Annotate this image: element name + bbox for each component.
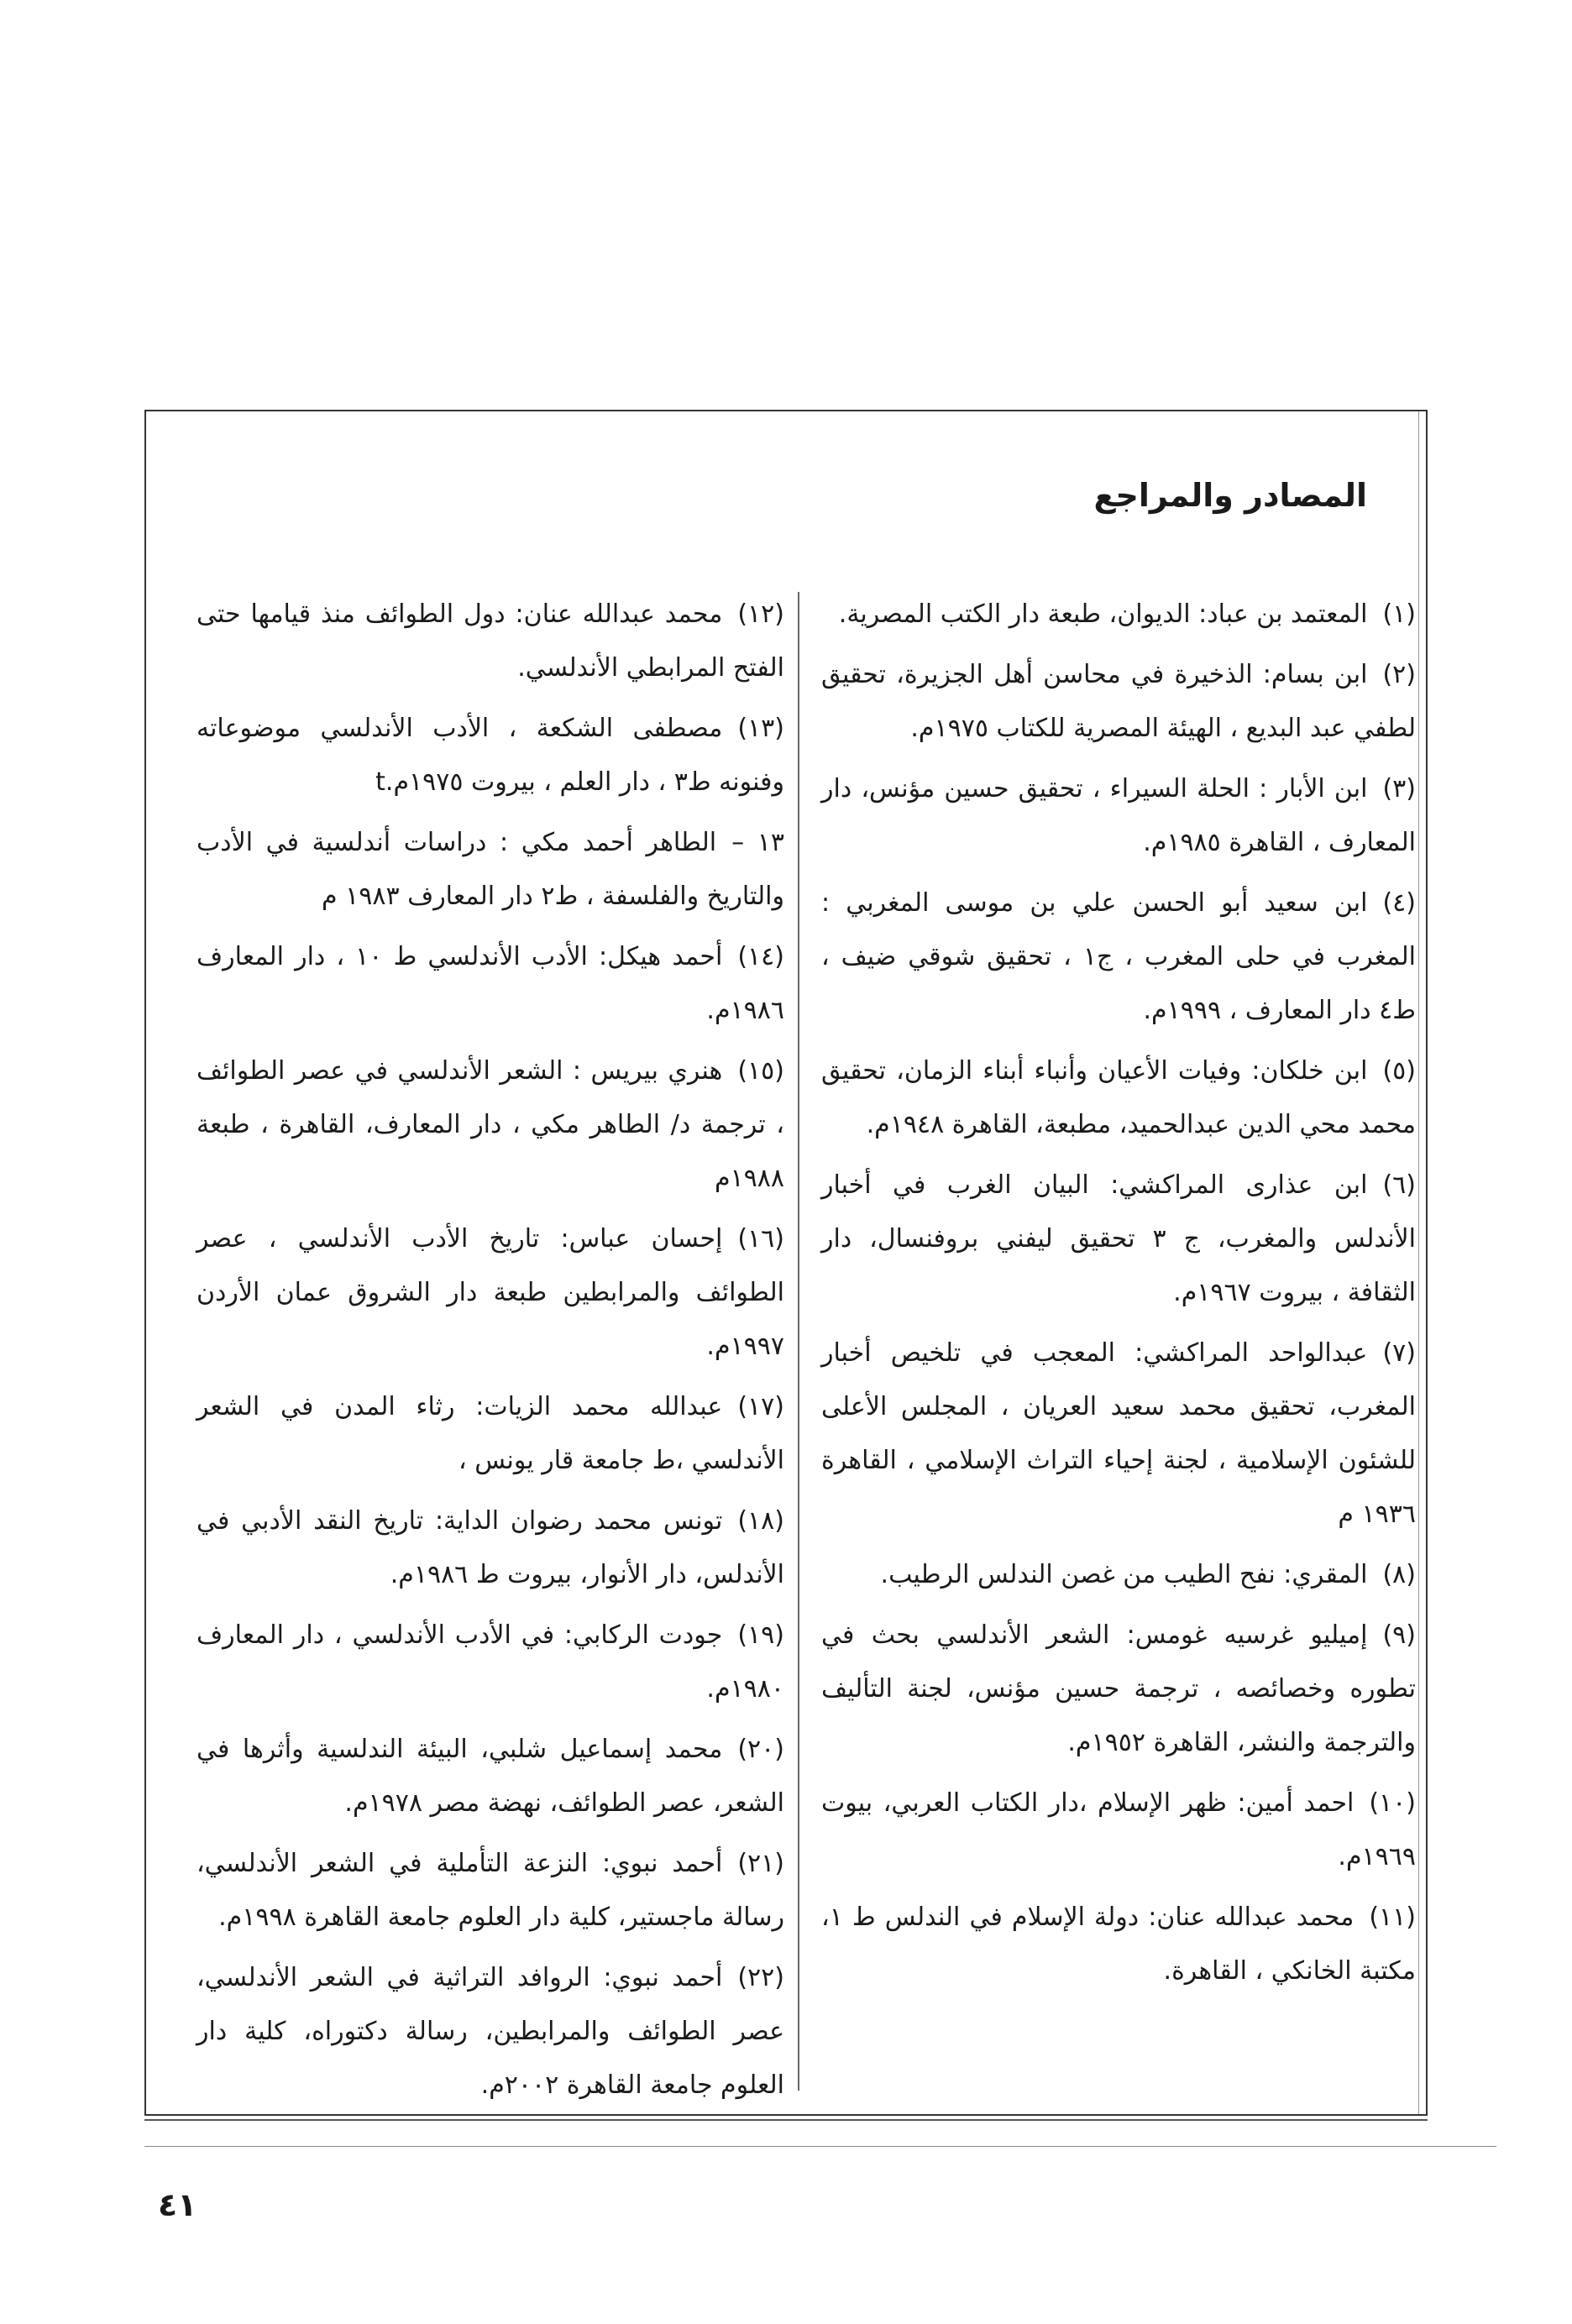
reference-number: (١٥) [737, 1056, 784, 1086]
reference-entry [821, 1327, 1416, 1541]
reference-number: (٧) [1382, 1338, 1416, 1368]
reference-text: ابن خلكان: وفيات الأعيان وأنباء أبناء الزمان، تحقيق محمد محي الدين عبدالحميد، مطبعة، القاهرة ١٩٤٨م. [821, 1056, 1416, 1139]
reference-entry [821, 1548, 1416, 1602]
frame-inner-border [1418, 411, 1426, 2114]
reference-text: عبدالله محمد الزيات: رثاء المدن في الشعر الأندلسي ،ط جامعة قار يونس ، [196, 1392, 784, 1475]
reference-entry [821, 762, 1416, 870]
reference-entry [821, 1777, 1416, 1884]
reference-text: مصطفى الشكعة ، الأدب الأندلسي موضوعاته وفنونه ط٣ ، دار العلم ، بيروت ١٩٧٥م.t [196, 714, 784, 797]
reference-entry [196, 588, 784, 695]
reference-text: أحمد نبوي: الروافد التراثية في الشعر الأندلسي، عصر الطوائف والمرابطين، رسالة دكتوراه، كلية دار العلوم جامعة القاهرة ٢٠٠٢م. [196, 1963, 784, 2100]
reference-text: المعتمد بن عباد: الديوان، طبعة دار الكتب المصرية. [838, 599, 1368, 629]
reference-number: (٦) [1382, 1170, 1416, 1200]
reference-number: (٢١) [737, 1849, 784, 1878]
page-number: ٤١ [158, 2186, 197, 2223]
reference-number: (١٤) [737, 942, 784, 971]
page-title: المصادر والمراجع [1093, 477, 1367, 514]
reference-number: (١٩) [737, 1620, 784, 1650]
reference-number: (١٣) [737, 714, 784, 743]
reference-entry [821, 877, 1416, 1038]
reference-text: الطاهر أحمد مكي : دراسات أندلسية في الأدب والتاريخ والفلسفة ، ط٢ دار المعارف ١٩٨٣ م [196, 828, 784, 911]
reference-text: جودت الركابي: في الأدب الأندلسي ، دار المعارف ١٩٨٠م. [196, 1620, 784, 1704]
reference-entry [821, 1891, 1416, 1998]
reference-text: ابن بسام: الذخيرة في محاسن أهل الجزيرة، تحقيق لطفي عبد البديع ، الهيئة المصرية للكتاب ١٩٧٥م. [821, 660, 1416, 743]
frame-bottom-rule [144, 2119, 1428, 2121]
reference-text: ابن سعيد أبو الحسن علي بن موسى المغربي : المغرب في حلى المغرب ، ج١ ، تحقيق شوقي ضيف ، ط٤ دار المعارف ، ١٩٩٩م. [821, 888, 1416, 1025]
reference-text: محمد إسماعيل شلبي، البيئة الندلسية وأثرها في الشعر، عصر الطوائف، نهضة مصر ١٩٧٨م. [196, 1735, 784, 1818]
reference-number: ١٣ – [731, 828, 784, 857]
reference-entry [196, 1609, 784, 1716]
reference-text: أحمد هيكل: الأدب الأندلسي ط ١٠ ، دار المعارف ١٩٨٦م. [196, 942, 784, 1025]
reference-entry [821, 588, 1416, 641]
reference-number: (٢) [1382, 660, 1416, 689]
reference-entry [821, 1044, 1416, 1152]
reference-entry [821, 1159, 1416, 1320]
reference-entry [196, 1380, 784, 1488]
column-divider [798, 592, 799, 2091]
reference-text: احمد أمين: ظهر الإسلام ،دار الكتاب العربي، بيوت ١٩٦٩م. [821, 1788, 1416, 1871]
reference-entry [821, 648, 1416, 756]
reference-entry [196, 1723, 784, 1830]
reference-number: (١١) [1369, 1903, 1416, 1932]
reference-entry [196, 816, 784, 924]
references-column-right [821, 588, 1416, 2005]
reference-number: (١٦) [737, 1224, 784, 1254]
reference-text: المقري: نفح الطيب من غصن الندلس الرطيب. [880, 1560, 1368, 1589]
reference-number: (٢٠) [737, 1735, 784, 1764]
reference-text: ابن عذارى المراكشي: البيان الغرب في أخبار الأندلس والمغرب، ج ٣ تحقيق ليفني بروفنسال، دار الثقافة ، بيروت ١٩٦٧م. [821, 1170, 1416, 1307]
reference-number: (٤) [1382, 888, 1416, 918]
reference-entry [196, 1044, 784, 1206]
reference-number: (٥) [1382, 1056, 1416, 1086]
reference-text: إميليو غرسيه غومس: الشعر الأندلسي بحث في تطوره وخصائصه ، ترجمة حسين مؤنس، لجنة التأليف والترجمة والنشر، القاهرة ١٩٥٢م. [821, 1620, 1416, 1757]
reference-text: محمد عبدالله عنان: دول الطوائف منذ قيامها حتى الفتح المرابطي الأندلسي. [196, 599, 784, 683]
reference-text: تونس محمد رضوان الداية: تاريخ النقد الأدبي في الأندلس، دار الأنوار، بيروت ط ١٩٨٦م. [196, 1506, 784, 1589]
reference-number: (٩) [1382, 1620, 1416, 1650]
footer-rule [144, 2146, 1496, 2147]
reference-entry [196, 1951, 784, 2112]
reference-entry [196, 1494, 784, 1602]
reference-text: محمد عبدالله عنان: دولة الإسلام في الندلس ط ١، مكتبة الخانكي ، القاهرة. [821, 1903, 1416, 1986]
reference-number: (١٧) [737, 1392, 784, 1421]
reference-text: هنري بيريس : الشعر الأندلسي في عصر الطوائف ، ترجمة د/ الطاهر مكي ، دار المعارف، القاهرة ، طبعة ١٩٨٨م [196, 1056, 784, 1193]
reference-entry [196, 1837, 784, 1945]
reference-entry [196, 702, 784, 809]
reference-number: (٨) [1382, 1560, 1416, 1589]
reference-entry [821, 1609, 1416, 1770]
reference-text: أحمد نبوي: النزعة التأملية في الشعر الأندلسي، رسالة ماجستير، كلية دار العلوم جامعة القاهرة ١٩٩٨م. [196, 1849, 784, 1932]
reference-number: (٣) [1382, 774, 1416, 803]
reference-entry [196, 930, 784, 1038]
reference-number: (٢٢) [737, 1963, 784, 1992]
reference-number: (١٢) [737, 599, 784, 629]
reference-text: عبدالواحد المراكشي: المعجب في تلخيص أخبار المغرب، تحقيق محمد سعيد العريان ، المجلس الأعلى للشئون الإسلامية ، لجنة إحياء التراث الإسلامي ، القاهرة ١٩٣٦ م [821, 1338, 1416, 1529]
reference-number: (١) [1382, 599, 1416, 629]
reference-number: (١٨) [737, 1506, 784, 1536]
reference-entry [196, 1212, 784, 1374]
reference-text: إحسان عباس: تاريخ الأدب الأندلسي ، عصر الطوائف والمرابطين طبعة دار الشروق عمان الأردن ١٩٩٧م. [196, 1224, 784, 1361]
reference-text: ابن الأبار : الحلة السيراء ، تحقيق حسين مؤنس، دار المعارف ، القاهرة ١٩٨٥م. [821, 774, 1416, 857]
reference-number: (١٠) [1369, 1788, 1416, 1818]
references-column-left [196, 588, 784, 2119]
